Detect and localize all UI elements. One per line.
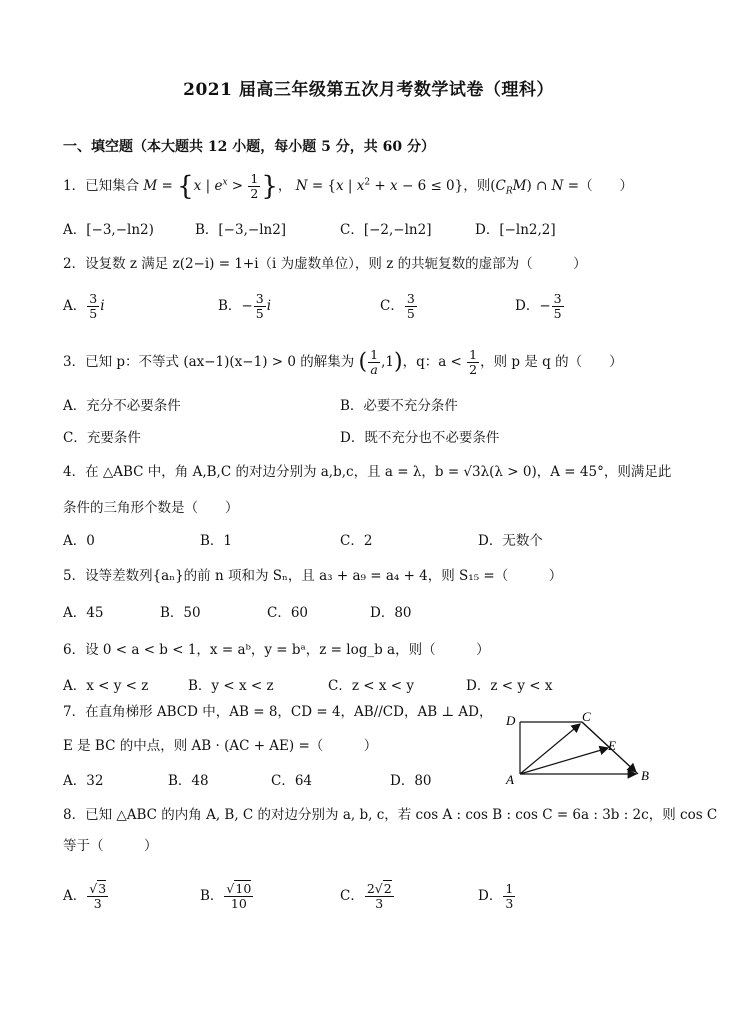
trapezoid-figure xyxy=(500,708,660,788)
q7-option-d: D．80 xyxy=(390,773,432,789)
q1-option-d: D．[−ln2,2] xyxy=(475,222,556,238)
question-6: 6．设 0 < a < b < 1，x = aᵇ，y = bᵃ，z = log_b a，则（ ） xyxy=(63,642,490,658)
question-4-cont: 条件的三角形个数是（ ） xyxy=(63,500,239,516)
q1-option-b: B．[−3,−ln2] xyxy=(195,222,287,238)
q7-option-c: C．64 xyxy=(271,773,313,789)
q4-option-a: A．0 xyxy=(63,533,95,549)
question-8: 8．已知 △ABC 的内角 A, B, C 的对边分别为 a, b, c，若 cos A : cos B : cos C = 6a : 3b : 2c，则 cos C xyxy=(63,807,718,823)
question-1: 1．已知集合 M = {x | $e^x$ > $\frac{1}{2}$ }， N = {x | $x^2 + x - 6 \le 0$}，则$(C_RM)$ ∩ N =（ ） xyxy=(63,171,634,202)
q5-option-b: B．50 xyxy=(160,605,201,621)
q1-option-a: A．[−3,−ln2) xyxy=(63,222,154,238)
question-7: 7．在直角梯形 ABCD 中，AB = 8，CD = 4，AB//CD，AB ⊥ AD， xyxy=(63,704,493,720)
question-8-cont: 等于（ ） xyxy=(63,838,158,854)
exam-title: 2021 届高三年级第五次月考数学试卷（理科） xyxy=(183,80,554,100)
q8-option-a: A． $\frac{√3}{3}$ xyxy=(63,881,107,911)
q6-option-a: A．x < y < z xyxy=(63,678,149,694)
q4-option-d: D．无数个 xyxy=(478,533,543,549)
label-b: B xyxy=(641,768,649,783)
section-heading: 一、填空题（本大题共 12 小题，每小题 5 分，共 60 分） xyxy=(63,139,435,155)
label-e: E xyxy=(608,738,616,753)
label-d: D xyxy=(506,713,516,728)
question-3: 3．已知 p：不等式 (ax−1)(x−1) > 0 的解集为 ( $\frac{1}{a}$ ,1)，q：a < $\frac{1}{2}$ ，则 p 是 q 的（ ） xyxy=(63,347,623,377)
question-5: 5．设等差数列{aₙ}的前 n 项和为 Sₙ，且 a₃ + a₉ = a₄ + 4，则 S₁₅ =（ ） xyxy=(63,568,563,584)
q2-option-a: A． $\frac{3}{5}$ i xyxy=(63,291,105,321)
q5-option-d: D．80 xyxy=(370,605,412,621)
q8-option-c: C． $\frac{2√2}{3}$ xyxy=(340,881,392,911)
q2-option-b: B．− $\frac{3}{5}$ i xyxy=(218,291,272,321)
q3-option-b: B．必要不充分条件 xyxy=(340,398,458,414)
q5-option-c: C．60 xyxy=(267,605,309,621)
q7-option-a: A．32 xyxy=(63,773,104,789)
q6-option-b: B．y < x < z xyxy=(188,678,274,694)
q3-option-c: C．充要条件 xyxy=(63,430,141,446)
q1-option-c: C．[−2,−ln2] xyxy=(340,222,432,238)
q6-option-c: C．z < x < y xyxy=(328,678,414,694)
label-c: C xyxy=(582,709,591,724)
q2-option-d: D．− $\frac{3}{5}$ xyxy=(515,291,562,321)
question-2: 2．设复数 z 满足 z(2−i) = 1+i（i 为虚数单位），则 z 的共轭复数的虚部为（ ） xyxy=(63,256,587,272)
q4-option-c: C．2 xyxy=(340,533,373,549)
q7-option-b: B．48 xyxy=(168,773,209,789)
question-7-cont: E 是 BC 的中点，则 AB · (AC + AE) =（ ） xyxy=(63,738,378,754)
q8-option-d: D． $\frac{1}{3}$ xyxy=(478,881,514,911)
q2-option-c: C． $\frac{3}{5}$ xyxy=(380,291,415,321)
q8-option-b: B． $\frac{√10}{10}$ xyxy=(200,881,252,911)
q4-option-b: B．1 xyxy=(200,533,233,549)
label-a: A xyxy=(506,772,514,787)
question-4: 4．在 △ABC 中，角 A,B,C 的对边分别为 a,b,c，且 a = λ，b = √3λ(λ > 0)，A = 45°，则满足此 xyxy=(63,464,672,480)
q3-option-a: A．充分不必要条件 xyxy=(63,398,181,414)
q5-option-a: A．45 xyxy=(63,605,104,621)
q6-option-d: D．z < y < x xyxy=(466,678,553,694)
q3-option-d: D．既不充分也不必要条件 xyxy=(340,430,500,446)
